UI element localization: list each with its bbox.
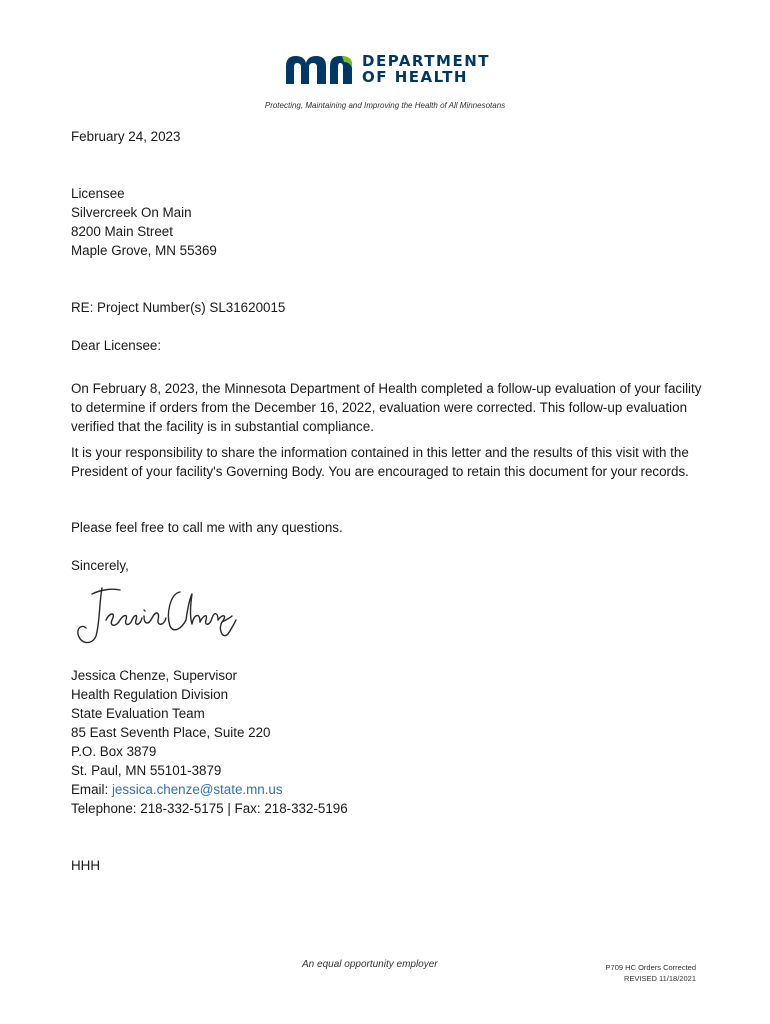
address-line: Silvercreek On Main	[71, 205, 192, 220]
signature-block	[71, 666, 711, 818]
form-code: P709 HC Orders Corrected	[605, 963, 696, 972]
mdh-logo	[284, 52, 494, 88]
paragraph-1: On February 8, 2023, the Minnesota Department of Health completed a follow-up evaluation of your facility to determine if orders from the December 16, 2022, evaluation were corrected. This follow-up evaluation verified that the facility is in substantial compliance.	[71, 381, 702, 434]
signer-line: P.O. Box 3879	[71, 744, 157, 759]
paragraph-2: It is your responsibility to share the information contained in this letter and the results of this visit with the President of your facility's Governing Body. You are encouraged to retain this document for your records.	[71, 445, 689, 479]
re-line: RE: Project Number(s) SL31620015	[71, 300, 286, 315]
tagline: Protecting, Maintaining and Improving the Health of All Minnesotans	[264, 101, 506, 110]
closing: Sincerely,	[71, 558, 129, 573]
logo-wordmark	[362, 53, 490, 85]
email-line	[71, 780, 711, 799]
mn-logo-icon	[284, 52, 356, 86]
signer-line: St. Paul, MN 55101-3879	[71, 763, 222, 778]
footer-form-id	[606, 962, 696, 984]
letter-date: February 24, 2023	[71, 129, 181, 144]
telephone-line: Telephone: 218-332-5175 | Fax: 218-332-5196	[71, 801, 348, 816]
form-revision: REVISED 11/18/2021	[624, 974, 696, 983]
initials: HHH	[71, 858, 101, 873]
email-link[interactable]: jessica.chenze@state.mn.us	[111, 782, 283, 797]
logo-line-2: OF HEALTH	[362, 68, 468, 86]
signer-line: 85 East Seventh Place, Suite 220	[71, 725, 271, 740]
address-line: Maple Grove, MN 55369	[71, 243, 217, 258]
handwritten-signature	[72, 584, 238, 648]
address-line: Licensee	[71, 186, 125, 201]
salutation: Dear Licensee:	[71, 338, 162, 353]
signer-line: State Evaluation Team	[71, 706, 205, 721]
email-label: Email:	[71, 782, 112, 797]
recipient-address	[71, 184, 711, 260]
logo-line-1: DEPARTMENT	[362, 52, 490, 70]
footer-eeo: An equal opportunity employer	[302, 959, 438, 970]
signer-line: Health Regulation Division	[71, 687, 229, 702]
address-line: 8200 Main Street	[71, 224, 173, 239]
paragraph-3: Please feel free to call me with any questions.	[71, 520, 343, 535]
signer-line: Jessica Chenze, Supervisor	[71, 668, 237, 683]
